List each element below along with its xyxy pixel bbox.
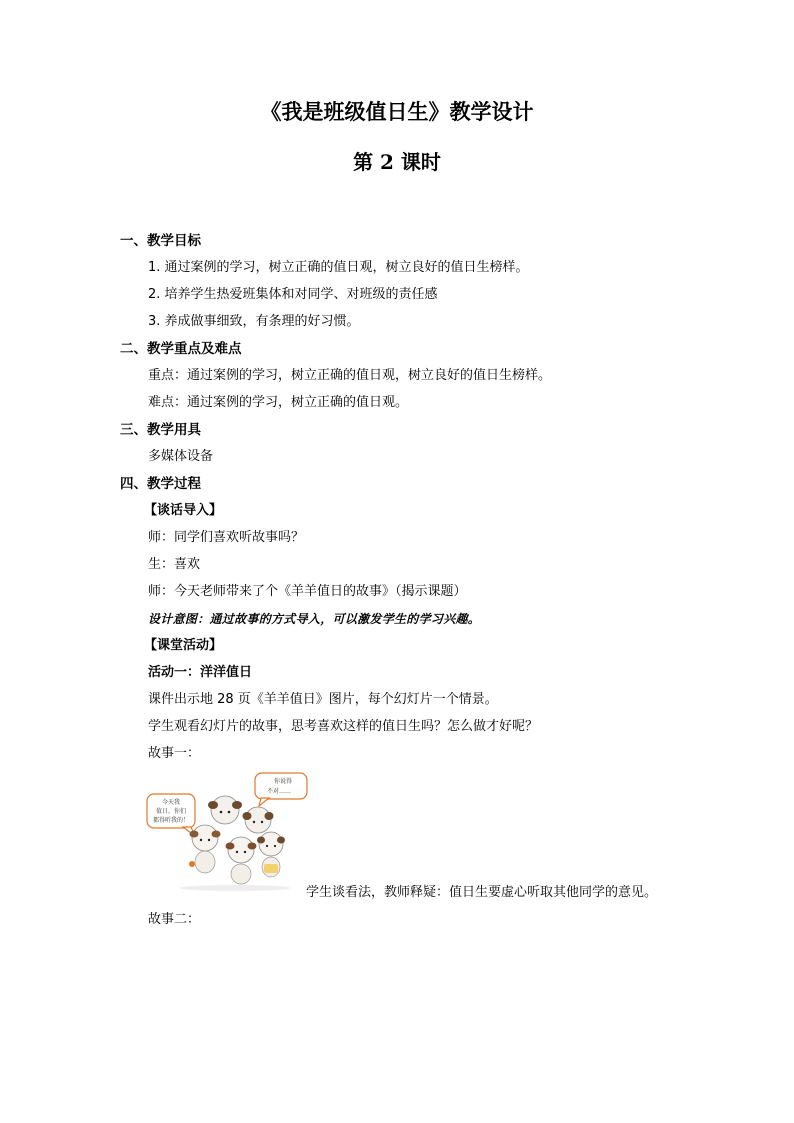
class-activity-heading: 【课堂活动】: [144, 638, 223, 653]
section-heading-key-points: 二、教学重点及难点: [120, 341, 242, 357]
goal-item-3: 3. 养成做事细致，有条理的好习惯。: [148, 314, 360, 329]
section-heading-process: 四、教学过程: [120, 476, 201, 492]
story-1-label: 故事一：: [148, 746, 201, 761]
teacher-line-2: 师：今天老师带来了个《羊羊值日的故事》（揭示课题）: [148, 584, 467, 599]
sheep-back-left: [208, 796, 242, 824]
student-line-1: 生：喜欢: [148, 557, 201, 572]
section-heading-goals: 一、教学目标: [120, 233, 201, 249]
design-intent-note: 设计意图：通过故事的方式导入，可以激发学生的学习兴趣。: [148, 612, 481, 626]
key-point: 重点：通过案例的学习，树立正确的值日观，树立良好的值日生榜样。: [148, 368, 552, 383]
bubble-left-line-1: 今天我: [161, 799, 181, 806]
bubble-right-line-1: 你说得: [273, 778, 293, 785]
speech-bubble-right: [255, 773, 307, 799]
section-heading-tools: 三、教学用具: [120, 422, 201, 438]
goal-item-2: 2. 培养学生热爱班集体和对同学、对班级的责任感: [148, 287, 438, 302]
document-title: 《我是班级值日生》教学设计: [260, 99, 534, 124]
bubble-right-line-2: 不对……: [266, 788, 292, 795]
sheep-center: [226, 837, 257, 884]
tools-text: 多媒体设备: [148, 449, 214, 464]
goal-item-1: 1. 通过案例的学习，树立正确的值日观，树立良好的值日生榜样。: [148, 260, 529, 275]
story-1-caption: 学生谈看法，教师释疑：值日生要虚心听取其他同学的意见。: [306, 885, 658, 900]
intro-heading: 【谈话导入】: [144, 503, 223, 518]
bubble-left-line-2: 值日，你们: [155, 808, 187, 815]
lesson-subtitle: 第 2 课时: [353, 150, 441, 174]
bubble-left-line-3: 都得听我的！: [152, 817, 190, 824]
activity-paragraph-1: 课件出示地 28 页《羊羊值日》图片，每个幻灯片一个情景。: [148, 692, 498, 707]
story-2-label: 故事二：: [148, 912, 201, 927]
activity-1-title: 活动一：洋洋值日: [148, 665, 253, 680]
activity-paragraph-2: 学生观看幻灯片的故事，思考喜欢这样的值日生吗？怎么做才好呢？: [148, 719, 539, 734]
sheep-back-right: [243, 807, 274, 833]
teacher-line-1: 师：同学们喜欢听故事吗？: [148, 530, 305, 545]
sheep-front-right: [257, 832, 285, 877]
sheep-front-left: [189, 825, 221, 873]
difficult-point: 难点：通过案例的学习，树立正确的值日观。: [148, 395, 409, 410]
sheep-illustration: [143, 768, 313, 893]
